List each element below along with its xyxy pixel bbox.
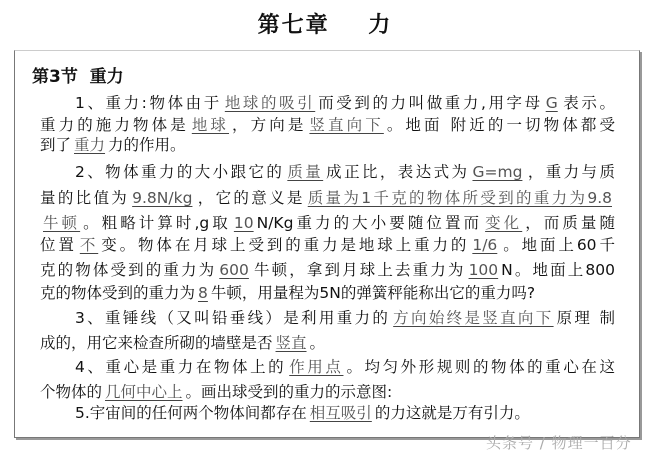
answer-blank: 几何中心上 [105,383,183,401]
text-segment: ，重力与质 [525,163,615,181]
text-line [40,283,615,303]
text-line [40,382,615,402]
text-segment: 牛顿，拿到月球上去重力为 [251,261,466,279]
text-segment: 。画出球受到的重力的示意图: [185,383,393,401]
answer-blank: G [545,94,558,112]
text-segment: 力的作用。 [108,136,186,154]
answer-blank: 质量为1千克的物体所受到的重力为9.8 [307,189,612,207]
text-line [40,260,615,280]
answer-blank: 方向始终是竖直向下 [393,309,554,327]
text-segment: 。均匀外形规则的物体的重心在这 [346,358,615,376]
text-segment: 。地面上60千 [500,236,615,254]
text-segment: 的力这就是万有引力。 [374,404,530,422]
answer-blank: 竖直向下 [309,116,384,134]
answer-blank: 变化 [485,214,523,232]
text-segment: 个物体的 [40,383,103,401]
text-segment: 。 [309,334,326,352]
text-segment: 克的物体受到的重力为 [40,261,217,279]
text-segment: N/Kg重力的大小要随位置而 [256,214,483,232]
text-line [40,188,615,208]
text-segment: 重力的施力物体是 [40,116,189,134]
answer-blank: 牛顿 [43,214,81,232]
answer-blank: 竖直 [275,334,307,352]
answer-blank: 1/6 [472,236,498,254]
text-segment: 4、重心是重力在物体上的 [75,358,287,376]
text-segment: 成的，用它来检查所砌的墙壁是否 [40,334,273,352]
text-segment: 表示。 [560,94,615,112]
text-segment: 克的物体受到的重力为 [40,284,196,302]
text-line [40,333,615,353]
text-line [75,162,615,182]
text-segment: 牛顿，用量程为5N的弹簧秤能称出它的重力吗? [210,284,536,302]
answer-blank: 600 [219,261,249,279]
text-segment: 到了 [40,136,72,154]
section-heading: 第3节 重力 [32,67,124,87]
answer-blank: 相互吸引 [309,404,372,422]
text-line [75,93,615,113]
text-segment: ，它的意义是 [195,189,305,207]
text-segment: 而受到的力叫做重力,用字母 [318,94,543,112]
text-segment: 。地面 附近的一切物体都受 [386,116,615,134]
answer-blank: 100 [468,261,499,279]
text-segment: 5.宇宙间的任何两个物体间都存在 [75,404,307,422]
answer-blank: 质量 [287,163,324,181]
text-line [75,357,615,377]
answer-blank: 8 [198,284,208,302]
text-line [40,135,615,155]
text-segment: N。地面上800 [501,261,615,279]
answer-blank: 10 [233,214,254,232]
answer-blank: 地球 [191,116,230,134]
answer-blank: 作用点 [289,358,344,376]
text-segment: 量的比值为 [40,189,130,207]
text-segment: 2、物体重力的大小跟它的 [75,163,285,181]
chapter-title: 第七章 力 [257,13,393,38]
answer-blank: G=mg [472,163,523,181]
text-segment: 变。物体在月球上受到的重力是地球上重力的 [101,236,470,254]
watermark: 头条号 / 物理一百分 [486,434,632,452]
text-segment: 成正比，表达式为 [326,163,470,181]
answer-blank: 9.8N/kg [132,189,193,207]
text-segment: ，而质量随 [525,214,615,232]
text-segment: 原理 制 [556,309,615,327]
text-line [40,235,615,255]
answer-blank: 重力 [74,136,106,154]
text-line [40,213,615,233]
text-line [40,115,615,135]
text-segment: 1、重力:物体由于 [75,94,222,112]
text-segment: ，方向是 [232,116,307,134]
answer-blank: 不 [79,236,99,254]
text-segment: 。粗略计算时,g取 [83,214,231,232]
text-line [75,403,615,423]
text-line [75,308,615,328]
text-segment: 位置 [40,236,77,254]
answer-blank: 地球的吸引 [224,94,316,112]
text-segment: 3、重锤线（又叫铅垂线）是利用重力的 [75,309,391,327]
